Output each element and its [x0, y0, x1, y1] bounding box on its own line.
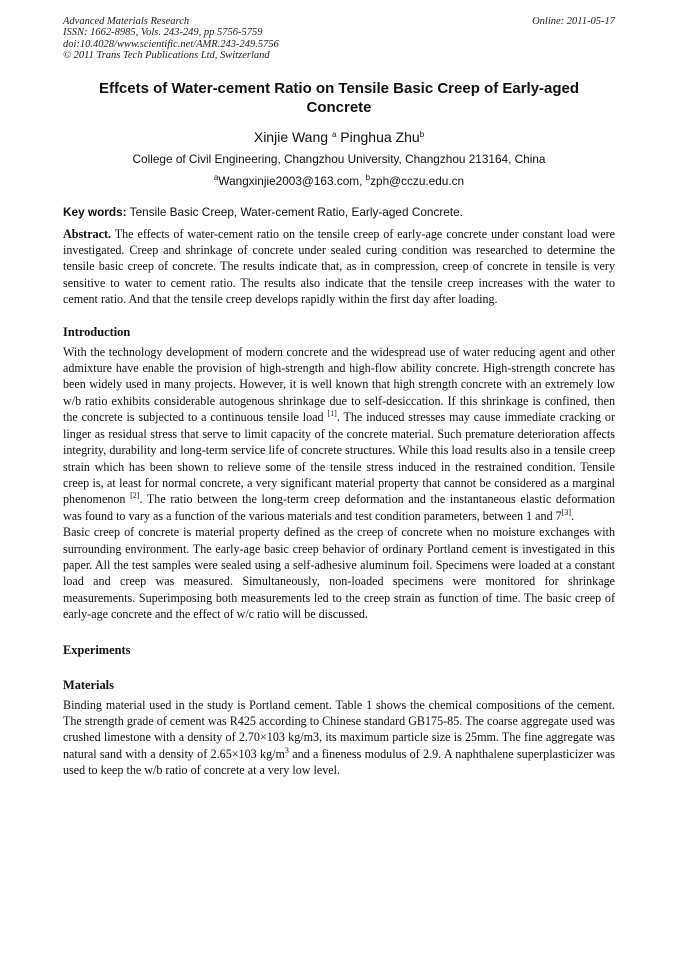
copyright-line: © 2011 Trans Tech Publications Ltd, Switzerland [63, 50, 270, 62]
abstract-text: The effects of water-cement ratio on the tensile creep of early-age concrete under constant load were investigated. Creep and shrinkage of concrete under sealed curing condition was researched to determine the tensile basic creep of concrete. The results indicate that, as in compression, creep of concrete in tensile is very sensitive to water to cement ratio. The results also indicate that the tensile creep increases with the water to cement ratio. And that the tensile creep develops rapidly within the first day after loading. [63, 226, 616, 307]
subsection-heading-materials: Materials [63, 677, 114, 692]
paragraph-text: Binding material used in the study is Portland cement. Table 1 shows the chemical compositions of the cement. The strength grade of cement was R425 according to Chinese standard GB175-85. The coarse aggregate used was crushed limestone with a density of 2.70×103 kg/m3, its maximum particle size is 25mm. The fine aggregate was natural sand with a density of 2.65×103 kg/m [63, 697, 615, 761]
doi-line: doi:10.4028/www.scientific.net/AMR.243-249.5756 [63, 38, 279, 50]
affiliation: College of Civil Engineering, Changzhou University, Changzhou 213164, China [132, 151, 546, 166]
author-list [63, 128, 615, 146]
section-heading-experiments: Experiments [63, 642, 131, 657]
paper-page [63, 16, 615, 779]
intro-paragraph-1 [63, 344, 615, 524]
online-date: Online: 2011-05-17 [532, 16, 615, 27]
unit-superscript: 3 [284, 745, 289, 755]
author-superscript: a [331, 129, 337, 139]
citation-ref: [2] [130, 491, 140, 501]
email-superscript: b [365, 172, 371, 182]
journal-name: Advanced Materials Research [63, 16, 190, 27]
author-superscript: b [419, 129, 425, 139]
issn-line: ISSN: 1662-8985, Vols. 243-249, pp 5756-5759 [63, 27, 263, 39]
paragraph-text: . The induced stresses may cause immediate cracking or linger as residual stress that serve to limit capacity of the concrete material. Such premature deterioration affects integrity, durability and long-term service life of concrete structures. While this load results also in a tensile creep strain which has been shown to relieve some of the tensile stress induced in the restrained condition. Tensile creep is, at least for normal concrete, a very significant material property that cannot be considered as a marginal phenomenon [63, 410, 615, 507]
email-line [63, 173, 615, 189]
paper-title: Effcets of Water-cement Ratio on Tensile Basic Creep of Early-aged Concrete [98, 79, 580, 116]
section-heading-introduction: Introduction [63, 324, 131, 339]
materials-paragraph [63, 697, 615, 779]
journal-header [63, 16, 615, 62]
abstract-label: Abstract. [63, 226, 112, 241]
paragraph-text: With the technology development of modern concrete and the widespread use of water reducing agent and other admixture have enable the provision of high-strength and high-flow ability concrete. High-strength concrete has been widely used in many projects. However, it is well known that high strength concrete with an extremely low w/b ratio exhibits considerable autogenous shrinkage due to self-desiccation. If this shrinkage is confined, then the concrete is subjected to a continuous tensile load [63, 344, 615, 425]
keywords [63, 204, 615, 220]
email-address: Wangxinjie2003@163.com, [218, 173, 363, 188]
paragraph-text: . The ratio between the long-term creep deformation and the instantaneous elastic deformation was found to vary as a function of the various materials and test condition parameters, between 1 and 7 [63, 492, 615, 523]
email-address: zph@cczu.edu.cn [370, 173, 465, 188]
paragraph-text: and a fineness modulus of 2.9. A naphthalene superplasticizer was used to keep the w/b ratio of concrete at a very low level. [63, 746, 615, 778]
keywords-text: Tensile Basic Creep, Water-cement Ratio, Early-aged Concrete. [129, 204, 463, 219]
keywords-label: Key words: [63, 204, 127, 219]
email-superscript: a [213, 172, 219, 182]
author-name: Xinjie Wang [253, 128, 329, 145]
abstract [63, 226, 615, 308]
author-name: Pinghua Zhu [340, 128, 420, 145]
paragraph-text: . [571, 508, 575, 523]
intro-paragraph-2: Basic creep of concrete is material property defined as the creep of concrete when no moisture exchanges with surrounding environment. The early-age basic creep behavior of ordinary Portland cement is investigated in this paper. All the test samples were sealed using a self-adhesive aluminum foil. Specimens were loaded at a constant load and creep was measured. Simultaneously, non-loaded specimens were monitored for shrinkage measurements. Superimposing both measurements led to the creep strain as function of time. The basic creep of early-age concrete and the effect of w/c ratio will be discussed. [63, 525, 615, 622]
citation-ref: [1] [327, 409, 337, 419]
citation-ref: [3] [561, 507, 572, 517]
